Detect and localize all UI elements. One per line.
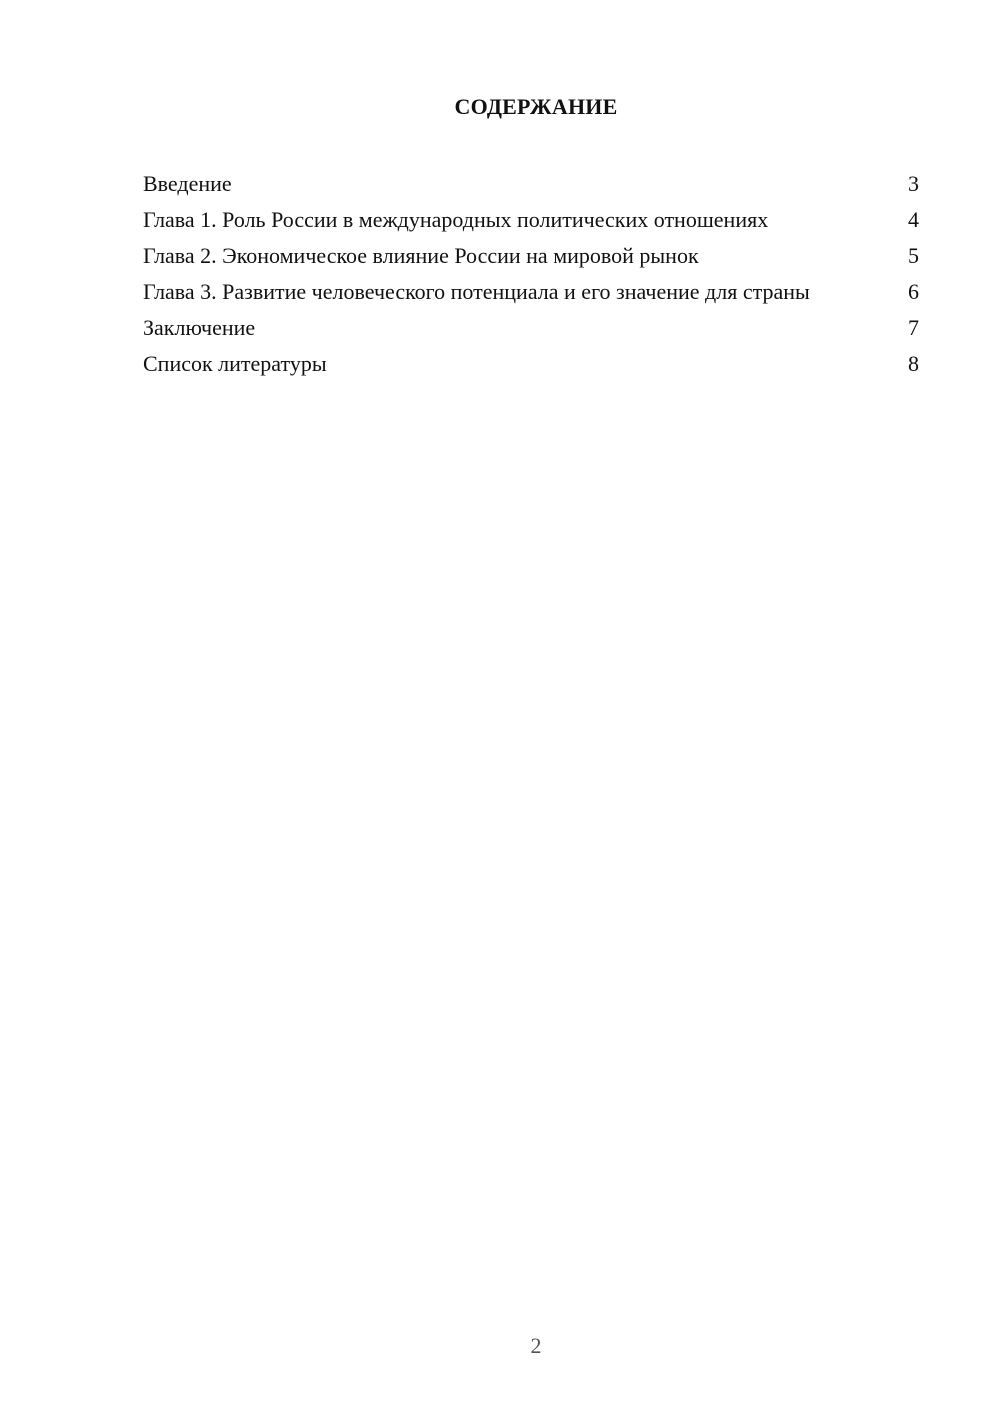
toc-entry-title: Глава 2. Экономическое влияние России на мировой рынок (143, 243, 699, 268)
table-of-contents (143, 170, 919, 386)
toc-entry-page: 5 (908, 243, 919, 268)
toc-entry-page: 7 (908, 315, 919, 340)
toc-entry-title: Глава 1. Роль России в международных политических отношениях (143, 207, 769, 232)
toc-entry-chapter-3 (143, 278, 919, 305)
toc-entry-page: 4 (908, 207, 919, 232)
toc-entry-page: 3 (908, 171, 919, 196)
toc-entry-bibliography (143, 350, 919, 377)
toc-entry-page: 6 (908, 279, 919, 304)
page-title: СОДЕРЖАНИЕ (454, 94, 618, 119)
toc-entry-title: Список литературы (143, 351, 327, 376)
toc-entry-conclusion (143, 314, 919, 341)
toc-entry-title: Введение (143, 171, 232, 196)
toc-entry-title: Заключение (143, 315, 256, 340)
toc-entry-page: 8 (908, 351, 919, 376)
toc-entry-chapter-2 (143, 242, 919, 269)
toc-entry-chapter-1 (143, 206, 919, 233)
toc-entry-introduction (143, 170, 919, 197)
page-number: 2 (530, 1333, 542, 1358)
toc-entry-title: Глава 3. Развитие человеческого потенциала и его значение для страны (143, 279, 810, 304)
